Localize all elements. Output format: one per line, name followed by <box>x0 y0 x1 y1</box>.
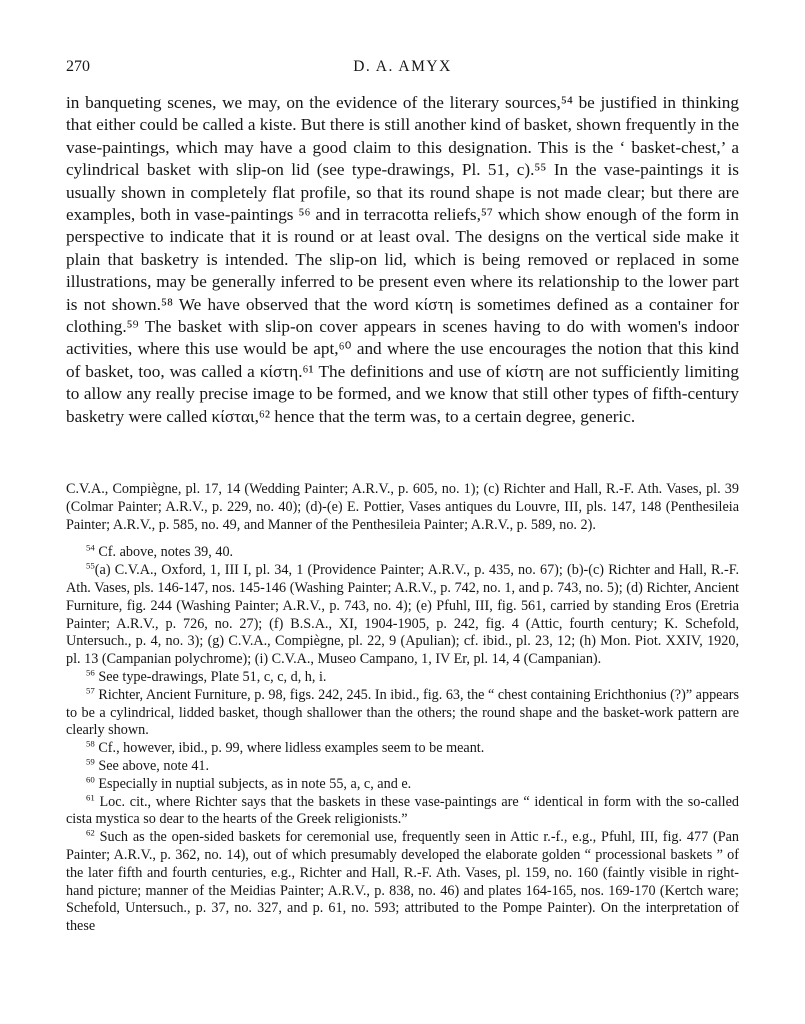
footnote-number: 55 <box>86 560 95 571</box>
footnote-continuation: C.V.A., Compiègne, pl. 17, 14 (Wedding Painter; A.R.V., p. 605, no. 1); (c) Richter and Hall, R.-F. Ath. Vases, pl. 39 (Colmar Painter; A.R.V., p. 229, no. 40); (d)-(e) E. Pottier, Vases antiques du Louvre, III, pls. 147, 148 (Penthesileia Painter; A.R.V., p. 585, no. 49, and Manner of the Penthesileia Painter; A.R.V., p. 589, no. 2). <box>66 481 739 533</box>
footnote-number: 59 <box>86 756 95 767</box>
footnote-number: 54 <box>86 542 95 553</box>
footnote-62 <box>66 829 739 936</box>
footnotes <box>66 481 739 936</box>
footnote-54 <box>66 544 739 562</box>
page-number: 270 <box>66 58 90 75</box>
footnote-number: 56 <box>86 667 95 678</box>
footnote-58 <box>66 740 739 758</box>
footnote-59 <box>66 758 739 776</box>
footnote-61 <box>66 791 739 830</box>
footnote-number: 60 <box>86 774 95 785</box>
body-paragraph: in banqueting scenes, we may, on the evidence of the literary sources,⁵⁴ be justified in thinking that either could be called a kiste. But there is still another kind of basket, shown frequently in the vase-paintings, which may have a good claim to this designation. This is the ‘ basket-chest,’ a cylindrical basket with slip-on lid (see type-drawings, Pl. 51, c).⁵⁵ In the vase-paintings it is usually shown in completely flat profile, so that its round shape is not made clear; but there are examples, both in vase-paintings ⁵⁶ and in terracotta reliefs,⁵⁷ which show enough of the form in perspective to indicate that it is round or at least oval. The designs on the vertical side make it plain that basketry is intended. The slip-on lid, which is being removed or replaced in some illustrations, may be generally inferred to be present even where its relationship to the lower part is not shown.⁵⁸ We have observed that the word κίστη is sometimes defined as a container for clothing.⁵⁹ The basket with slip-on cover appears in scenes having to do with women's indoor activities, where this use would be apt,⁶⁰ and where the use encourages the notion that this kind of basket, too, was called a κίστη.⁶¹ The definitions and use of κίστη are not sufficiently limiting to allow any really precise image to be formed, and we know that still other types of fifth-century basketry were called κίσται,⁶² hence that the term was, to a certain degree, generic. <box>66 93 739 426</box>
footnote-56 <box>66 669 739 687</box>
footnote-57 <box>66 687 739 740</box>
footnote-text: Cf. above, notes 39, 40. <box>98 544 234 561</box>
footnote-text: Loc. cit., where Richter says that the baskets in these vase-paintings are “ identical in form with the so-called cista mystica so dear to the hearts of the Greek religionists.” <box>66 793 739 828</box>
footnote-text: Such as the open-sided baskets for ceremonial use, frequently seen in Attic r.-f., e.g., Pfuhl, III, fig. 477 (Pan Painter; A.R.V., p. 362, no. 14), out of which presumably developed the elaborate golden “ processional baskets ” of the later fifth and fourth centuries, e.g., Richter and Hall, R.-F. Ath. Vases, pl. 159, no. 160 (faintly visible in right-hand picture; manner of the Meidias Painter; A.R.V., p. 838, no. 46) and plates 164-165, nos. 169-170 (Kertch ware; Schefold, Untersuch., p. 37, no. 327, and p. 61, no. 593; attributed to the Pompe Painter). On the interpretation of these <box>66 829 739 935</box>
footnote-number: 62 <box>86 827 95 838</box>
footnote-text: See above, note 41. <box>98 757 210 774</box>
footnote-text: (a) C.V.A., Oxford, 1, III I, pl. 34, 1 (Providence Painter; A.R.V., p. 435, no. 67); (b)-(c) Richter and Hall, R.-F. Ath. Vases, pls. 146-147, nos. 145-146 (Washing Painter; A.R.V., p. 742, no. 1, and p. 743, no. 5); (d) Richter, Ancient Furniture, fig. 244 (Washing Painter; A.R.V., p. 743, no. 4); (e) Pfuhl, III, fig. 561, carried by standing Eros (Eretria Painter; A.R.V., p. 726, no. 27); (f) B.S.A., XI, 1904-1905, p. 242, fig. 4 (Attic, fourth century; K. Schefold, Untersuch., p. 4, no. 3); (g) C.V.A., Compiègne, pl. 22, 9 (Apulian); cf. ibid., pl. 23, 12; (h) Mon. Piot. XXIV, 1920, pl. 13 (Campanian polychrome); (i) C.V.A., Museo Campano, 1, IV Er, pl. 14, 4 (Campanian). <box>66 562 739 668</box>
footnote-text: See type-drawings, Plate 51, c, c, d, h, i. <box>98 668 327 685</box>
footnote-text: Especially in nuptial subjects, as in note 55, a, c, and e. <box>98 775 412 792</box>
footnote-number: 58 <box>86 738 95 749</box>
footnote-number: 57 <box>86 685 95 696</box>
footnote-55 <box>66 562 739 669</box>
running-title: D. A. AMYX <box>353 58 452 75</box>
footnote-60 <box>66 776 739 794</box>
footnote-number: 61 <box>86 791 95 802</box>
footnote-text: Cf., however, ibid., p. 99, where lidless examples seem to be meant. <box>98 740 485 757</box>
running-header <box>66 58 739 82</box>
footnote-gap <box>66 534 739 544</box>
footnote-text: Richter, Ancient Furniture, p. 98, figs. 242, 245. In ibid., fig. 63, the “ chest containing Erichthonius (?)” appears to be a cylindrical, lidded basket, though shallower than the others; the round shape and the basket-work pattern are clearly shown. <box>66 686 740 739</box>
